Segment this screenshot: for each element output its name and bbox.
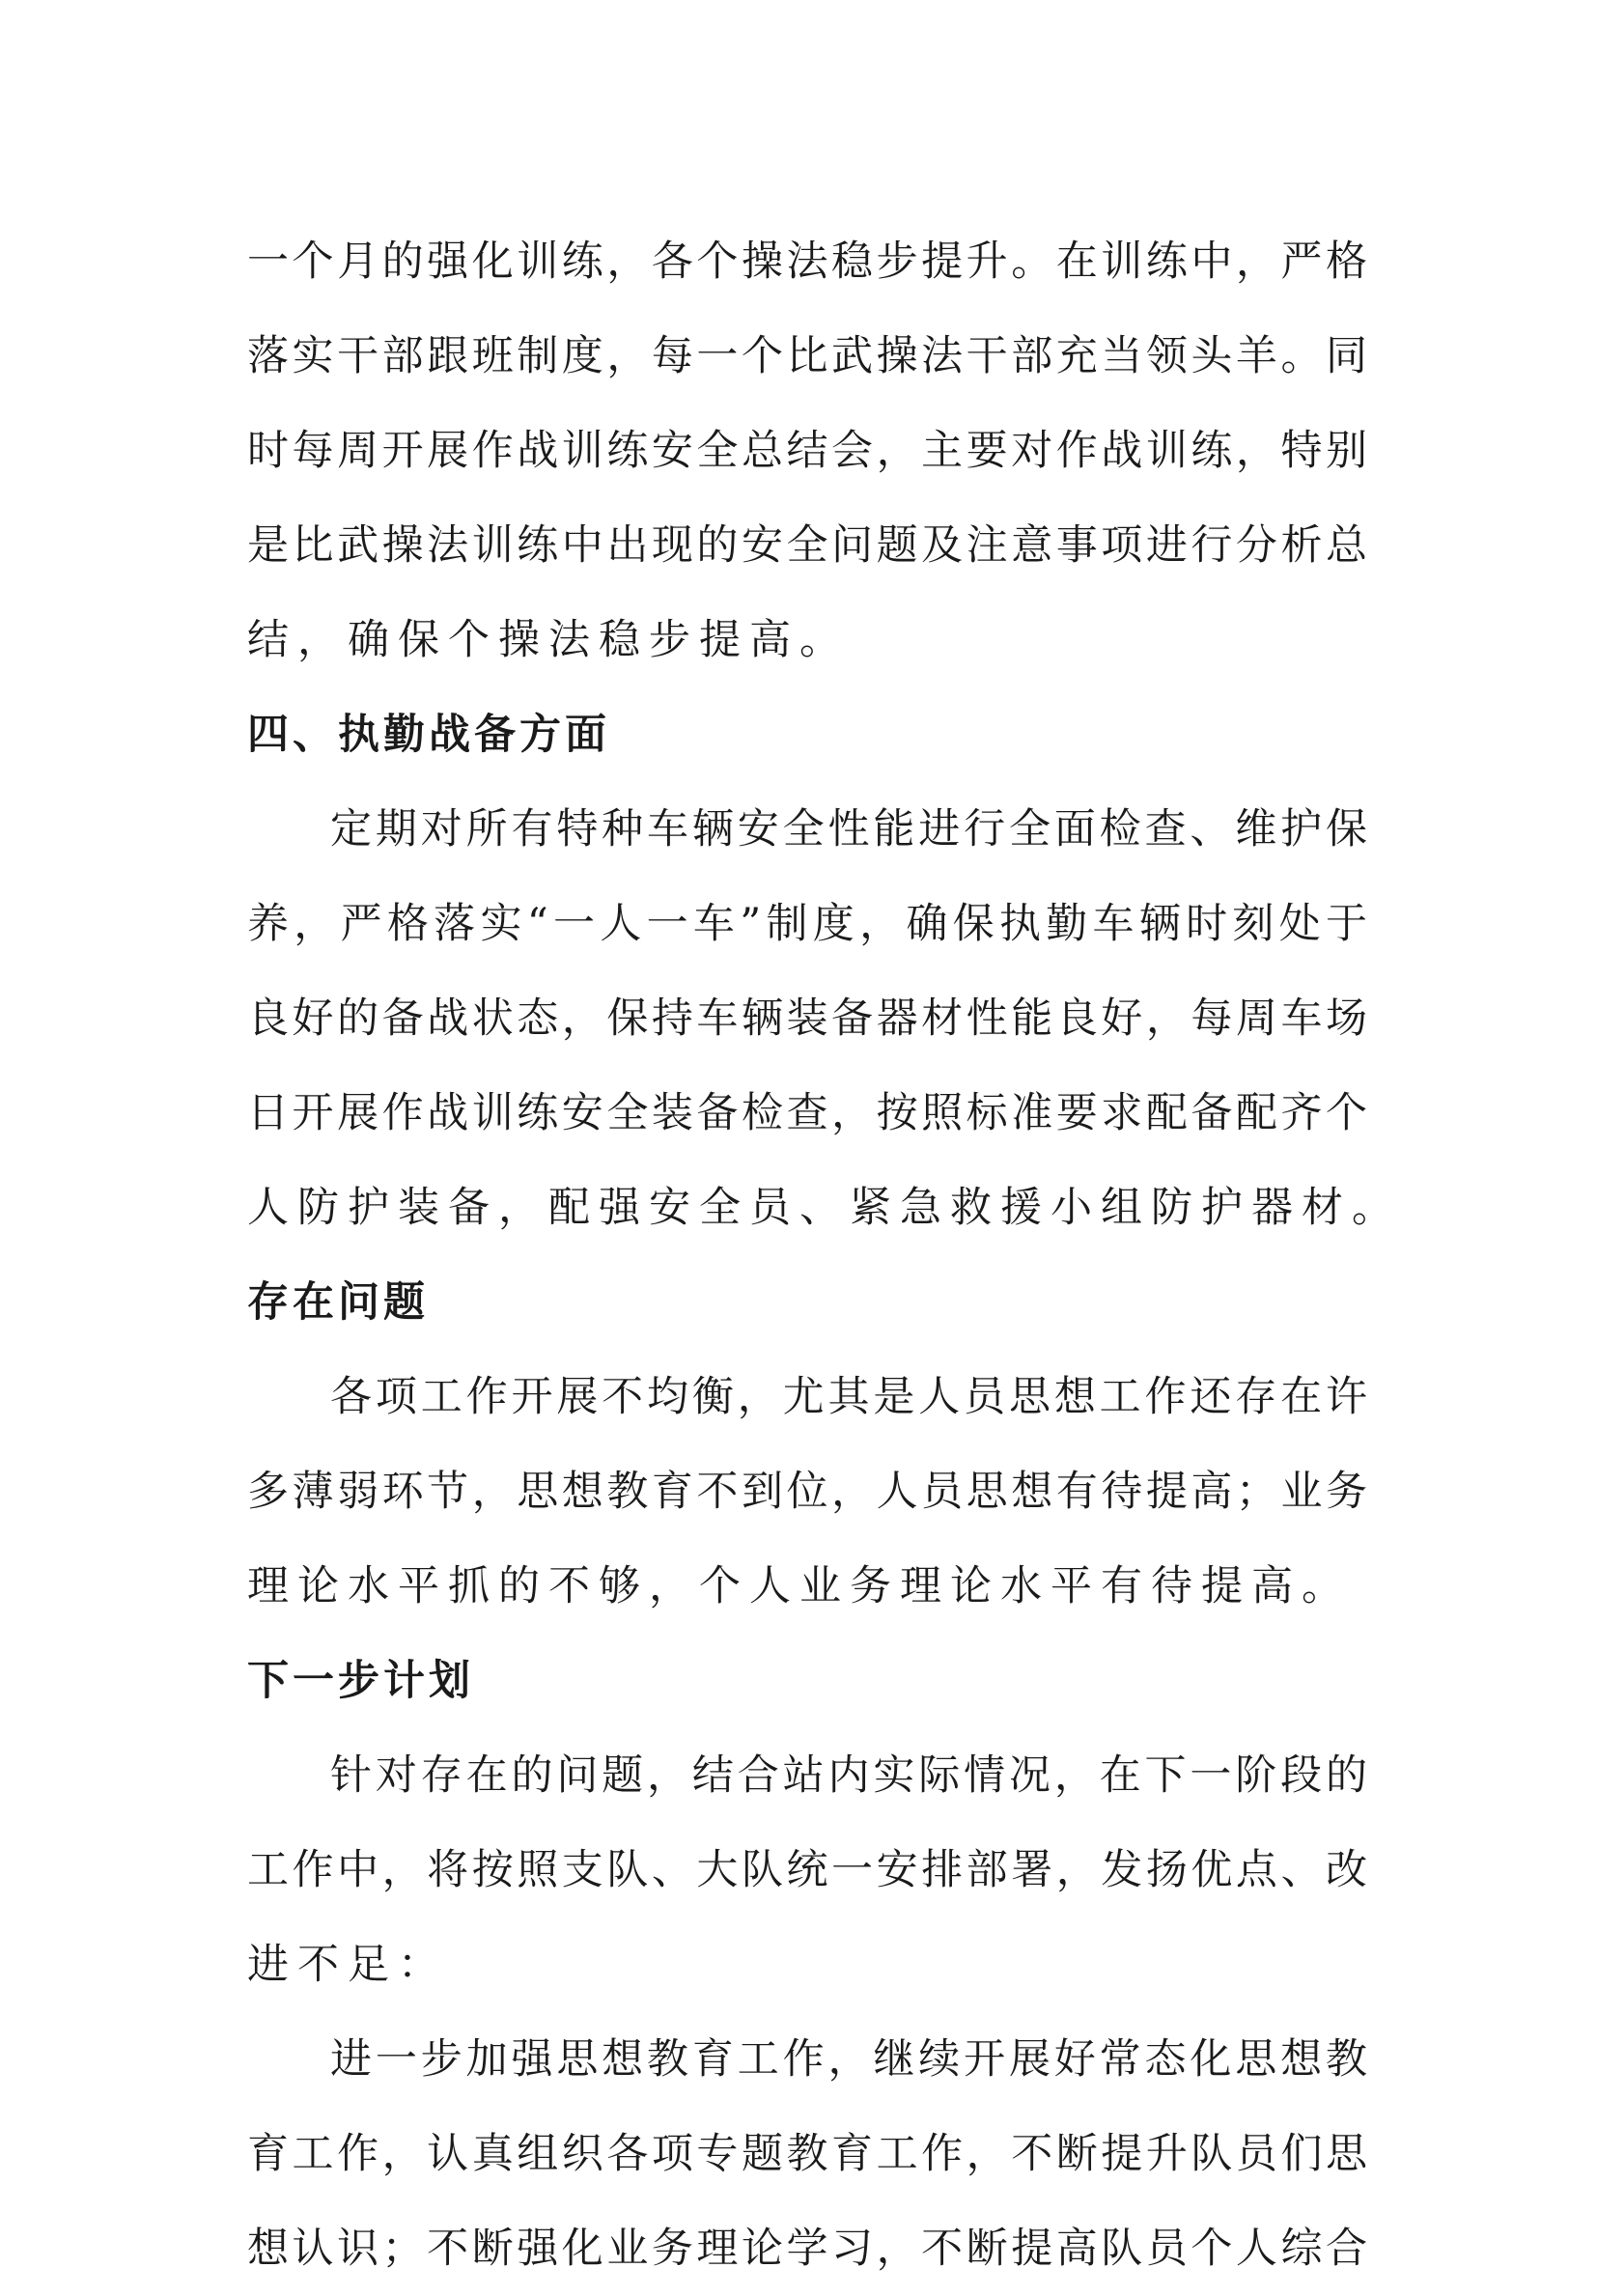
paragraph-line: 育工作，认真组织各项专题教育工作，不断提升队员们思 — [247, 2130, 1367, 2178]
paragraph-line: 良好的备战状态，保持车辆装备器材性能良好，每周车场 — [247, 994, 1367, 1043]
paragraph-line: 理论水平抓的不够，个人业务理论水平有待提高。 — [247, 1562, 1352, 1610]
paragraph-line: 时每周开展作战训练安全总结会，主要对作战训练，特别 — [247, 427, 1367, 475]
paragraph-line: 结，确保个操法稳步提高。 — [247, 616, 850, 664]
paragraph-line: 日开展作战训练安全装备检查，按照标准要求配备配齐个 — [247, 1089, 1367, 1137]
paragraph-line: 针对存在的问题，结合站内实际情况，在下一阶段的 — [330, 1751, 1367, 1800]
document-body — [247, 214, 1402, 2296]
paragraph-line: 一个月的强化训练，各个操法稳步提升。在训练中，严格 — [247, 238, 1367, 286]
paragraph-line: 进不足： — [247, 1941, 448, 1989]
paragraph-line: 想认识；不断强化业务理论学习，不断提高队员个人综合 — [247, 2225, 1367, 2273]
paragraph-line: 落实干部跟班制度，每一个比武操法干部充当领头羊。同 — [247, 332, 1367, 380]
paragraph-line: 人防护装备，配强安全员、紧急救援小组防护器材。 — [247, 1184, 1402, 1232]
paragraph-line: 多薄弱环节，思想教育不到位，人员思想有待提高；业务 — [247, 1468, 1367, 1516]
section-heading: 四、执勤战备方面 — [247, 711, 610, 759]
paragraph-line: 工作中，将按照支队、大队统一安排部署，发扬优点、改 — [247, 1846, 1367, 1894]
paragraph-line: 定期对所有特种车辆安全性能进行全面检查、维护保 — [330, 805, 1367, 854]
paragraph-line: 养，严格落实“一人一车”制度，确保执勤车辆时刻处于 — [247, 900, 1367, 948]
paragraph-line: 进一步加强思想教育工作，继续开展好常态化思想教 — [330, 2035, 1367, 2084]
paragraph-line: 各项工作开展不均衡，尤其是人员思想工作还存在许 — [330, 1373, 1367, 1421]
section-heading: 下一步计划 — [247, 1657, 474, 1705]
paragraph-line: 是比武操法训练中出现的安全问题及注意事项进行分析总 — [247, 521, 1367, 570]
section-heading: 存在问题 — [247, 1278, 429, 1327]
